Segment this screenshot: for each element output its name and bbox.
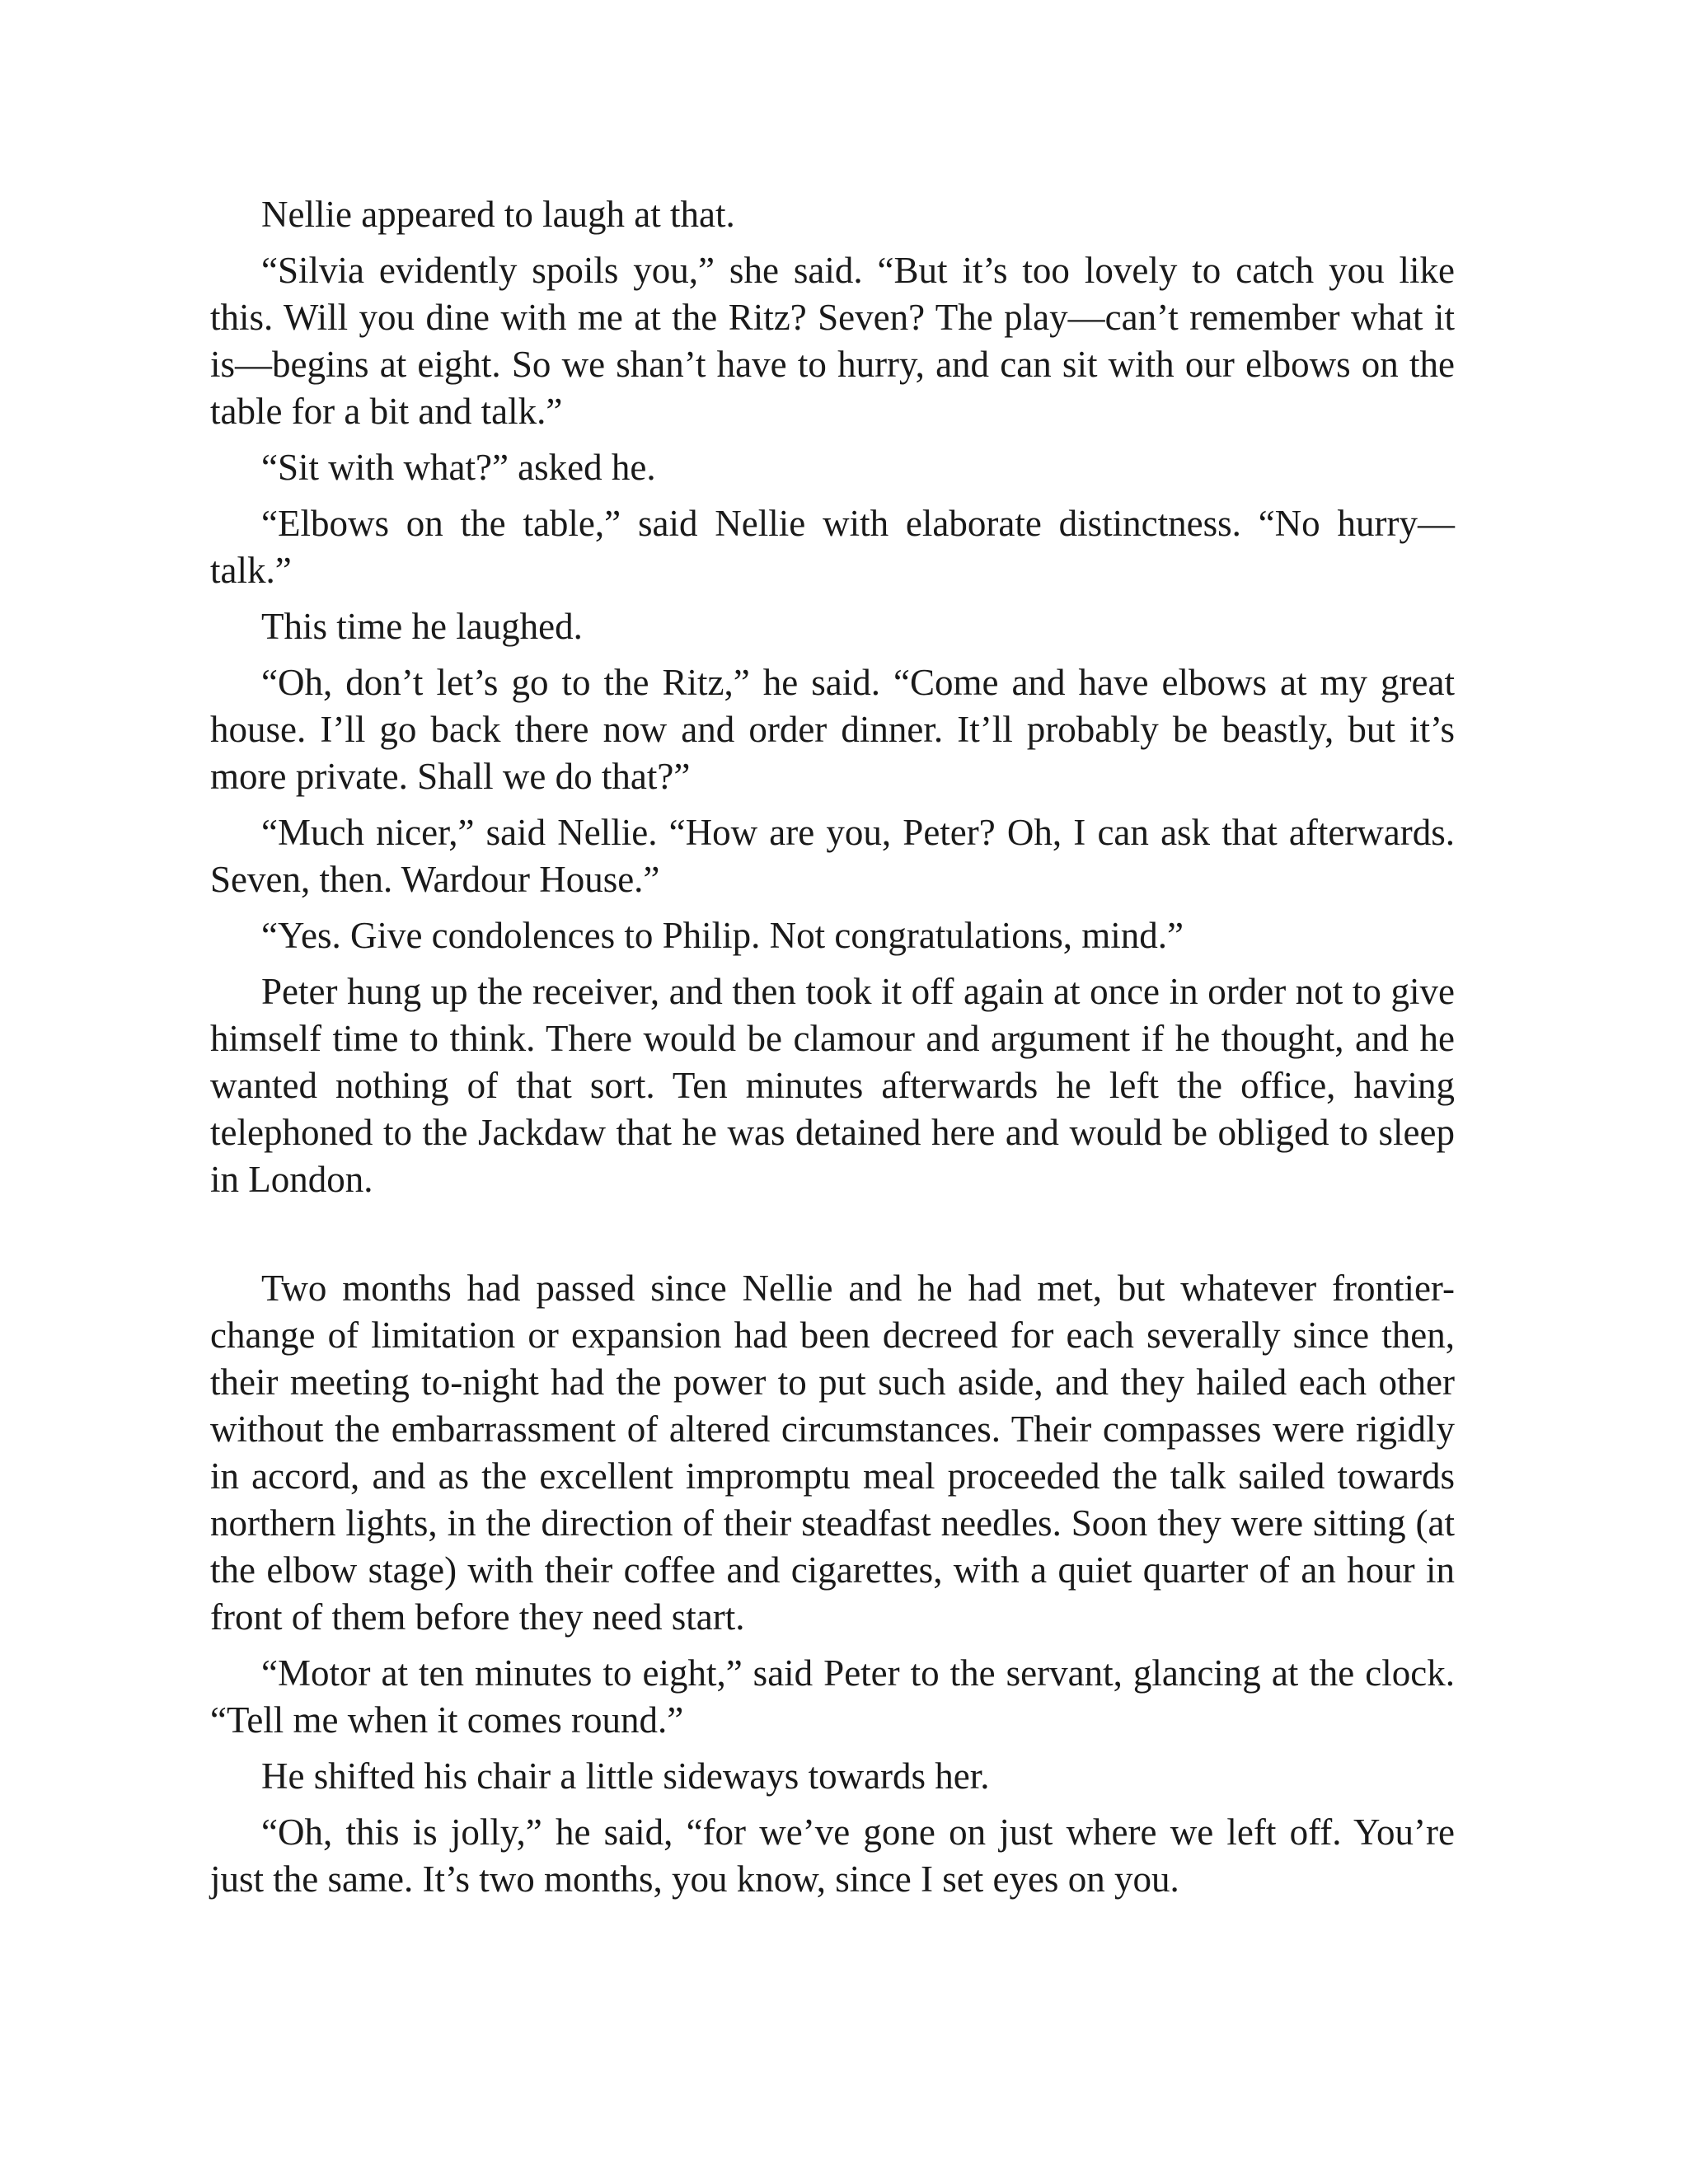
paragraph: “Yes. Give condolences to Philip. Not congratulations, mind.” bbox=[261, 915, 1184, 956]
paragraph: “Much nicer,” said Nellie. “How are you, Peter? Oh, I can ask that afterwards. Seven, then. Wardour House.” bbox=[210, 812, 1455, 900]
paragraph: This time he laughed. bbox=[261, 606, 583, 647]
paragraph: “Oh, don’t let’s go to the Ritz,” he said. “Come and have elbows at my great house. I’ll go back there now and order dinner. It’ll probably be beastly, but it’s more private. Shall we do that?” bbox=[210, 662, 1455, 797]
paragraph: “Silvia evidently spoils you,” she said. “But it’s too lovely to catch you like this. Will you dine with me at the Ritz? Seven? The play—can’t remember what it is—begins at eight. So we shan’t have to hurry, and can sit with our elbows on the table for a bit and talk.” bbox=[210, 250, 1455, 432]
paragraph: He shifted his chair a little sideways towards her. bbox=[261, 1755, 990, 1797]
paragraph: “Motor at ten minutes to eight,” said Peter to the servant, glancing at the clock. “Tell me when it comes round.” bbox=[210, 1652, 1455, 1741]
section-break bbox=[210, 1212, 1455, 1265]
paragraph: “Sit with what?” asked he. bbox=[261, 447, 656, 488]
paragraph: Two months had passed since Nellie and he had met, but whatever frontier-change of limitation or expansion had been decreed for each severally since then, their meeting to-night had the power to put such aside, and they hailed each other without the embarrassment of altered circumstances. Their compasses were rigidly in accord, and as the excellent impromptu meal proceeded the talk sailed towards northern lights, in the direction of their steadfast needles. Soon they were sitting (at the elbow stage) with their coffee and cigarettes, with a quiet quarter of an hour in front of them before they need start. bbox=[210, 1268, 1455, 1638]
paragraph: “Oh, this is jolly,” he said, “for we’ve gone on just where we left off. You’re just the same. It’s two months, you know, since I set eyes on you. bbox=[210, 1811, 1455, 1900]
page-text bbox=[210, 191, 1455, 1912]
paragraph: Peter hung up the receiver, and then took it off again at once in order not to give himself time to think. There would be clamour and argument if he thought, and he wanted nothing of that sort. Ten minutes afterwards he left the office, having telephoned to the Jackdaw that he was detained here and would be obliged to sleep in London. bbox=[210, 971, 1455, 1200]
paragraph: “Elbows on the table,” said Nellie with elaborate distinctness. “No hurry—talk.” bbox=[210, 503, 1455, 591]
paragraph: Nellie appeared to laugh at that. bbox=[261, 194, 735, 235]
